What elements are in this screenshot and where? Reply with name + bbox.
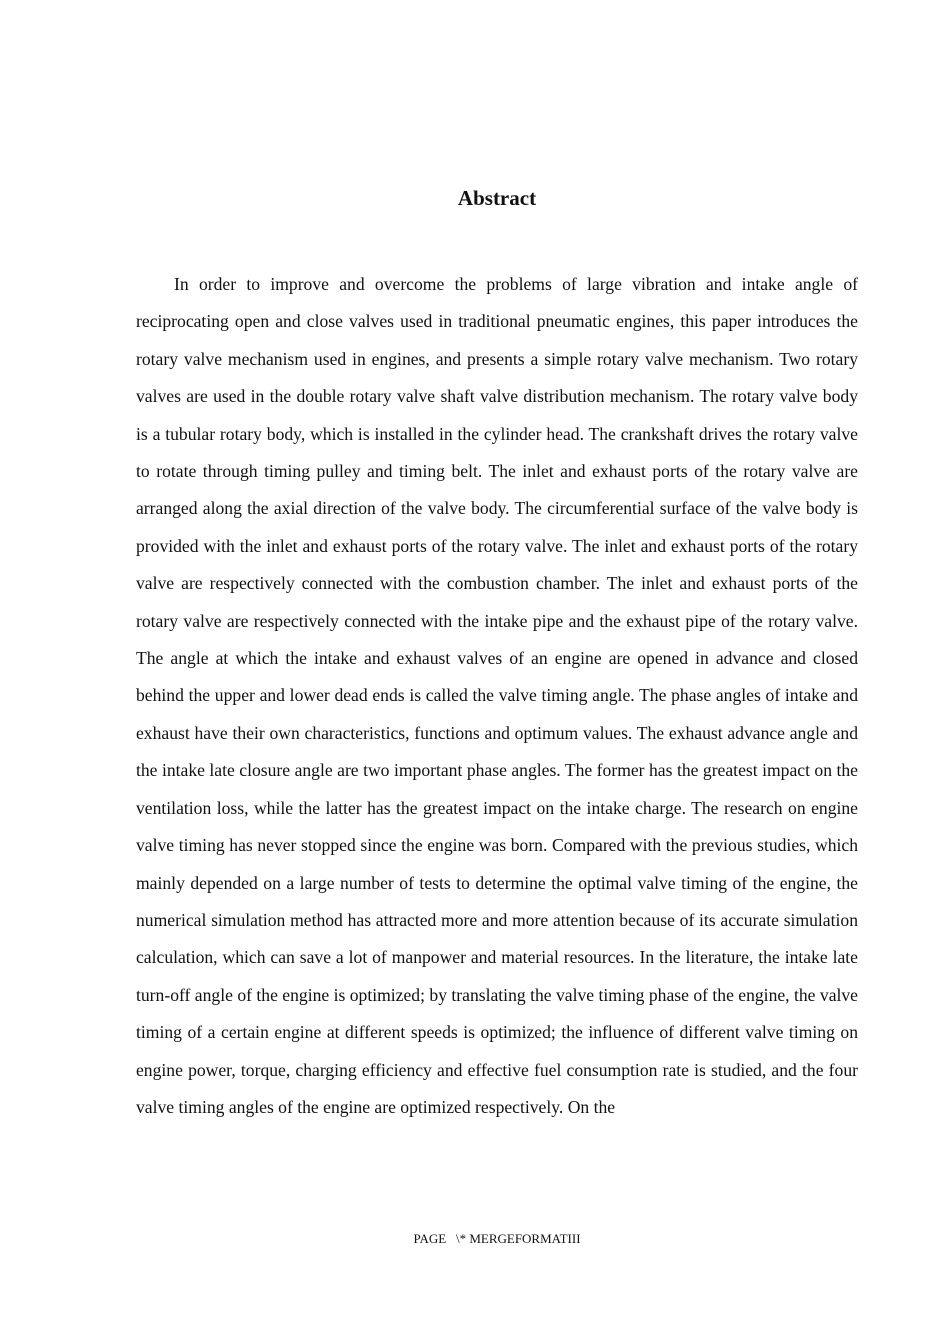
- page-footer: PAGE \* MERGEFORMATIII: [413, 1231, 581, 1246]
- page-title: Abstract: [457, 186, 537, 210]
- abstract-paragraph: In order to improve and overcome the problems of large vibration and intake angle of reciprocating open and close valves used in traditional pneumatic engines, this paper introduces the rotary valve mechanism used in engines, and presents a simple rotary valve mechanism. Two rotary valves are used in the double rotary valve shaft valve distribution mechanism. The rotary valve body is a tubular rotary body, which is installed in the cylinder head. The crankshaft drives the rotary valve to rotate through timing pulley and timing belt. The inlet and exhaust ports of the rotary valve are arranged along the axial direction of the valve body. The circumferential surface of the valve body is provided with the inlet and exhaust ports of the rotary valve. The inlet and exhaust ports of the rotary valve are respectively connected with the combustion chamber. The inlet and exhaust ports of the rotary valve are respectively connected with the intake pipe and the exhaust pipe of the rotary valve. The angle at which the intake and exhaust valves of an engine are opened in advance and closed behind the upper and lower dead ends is called the valve timing angle. The phase angles of intake and exhaust have their own characteristics, functions and optimum values. The exhaust advance angle and the intake late closure angle are two important phase angles. The former has the greatest impact on the ventilation loss, while the latter has the greatest impact on the intake charge. The research on engine valve timing has never stopped since the engine was born. Compared with the previous studies, which mainly depended on a large number of tests to determine the optimal valve timing of the engine, the numerical simulation method has attracted more and more attention because of its accurate simulation calculation, which can save a lot of manpower and material resources. In the literature, the intake late turn-off angle of the engine is optimized; by translating the valve timing phase of the engine, the valve timing of a certain engine at different speeds is optimized; the influence of different valve timing on engine power, torque, charging efficiency and effective fuel consumption rate is studied, and the four valve timing angles of the engine are optimized respectively. On the: [136, 274, 858, 1117]
